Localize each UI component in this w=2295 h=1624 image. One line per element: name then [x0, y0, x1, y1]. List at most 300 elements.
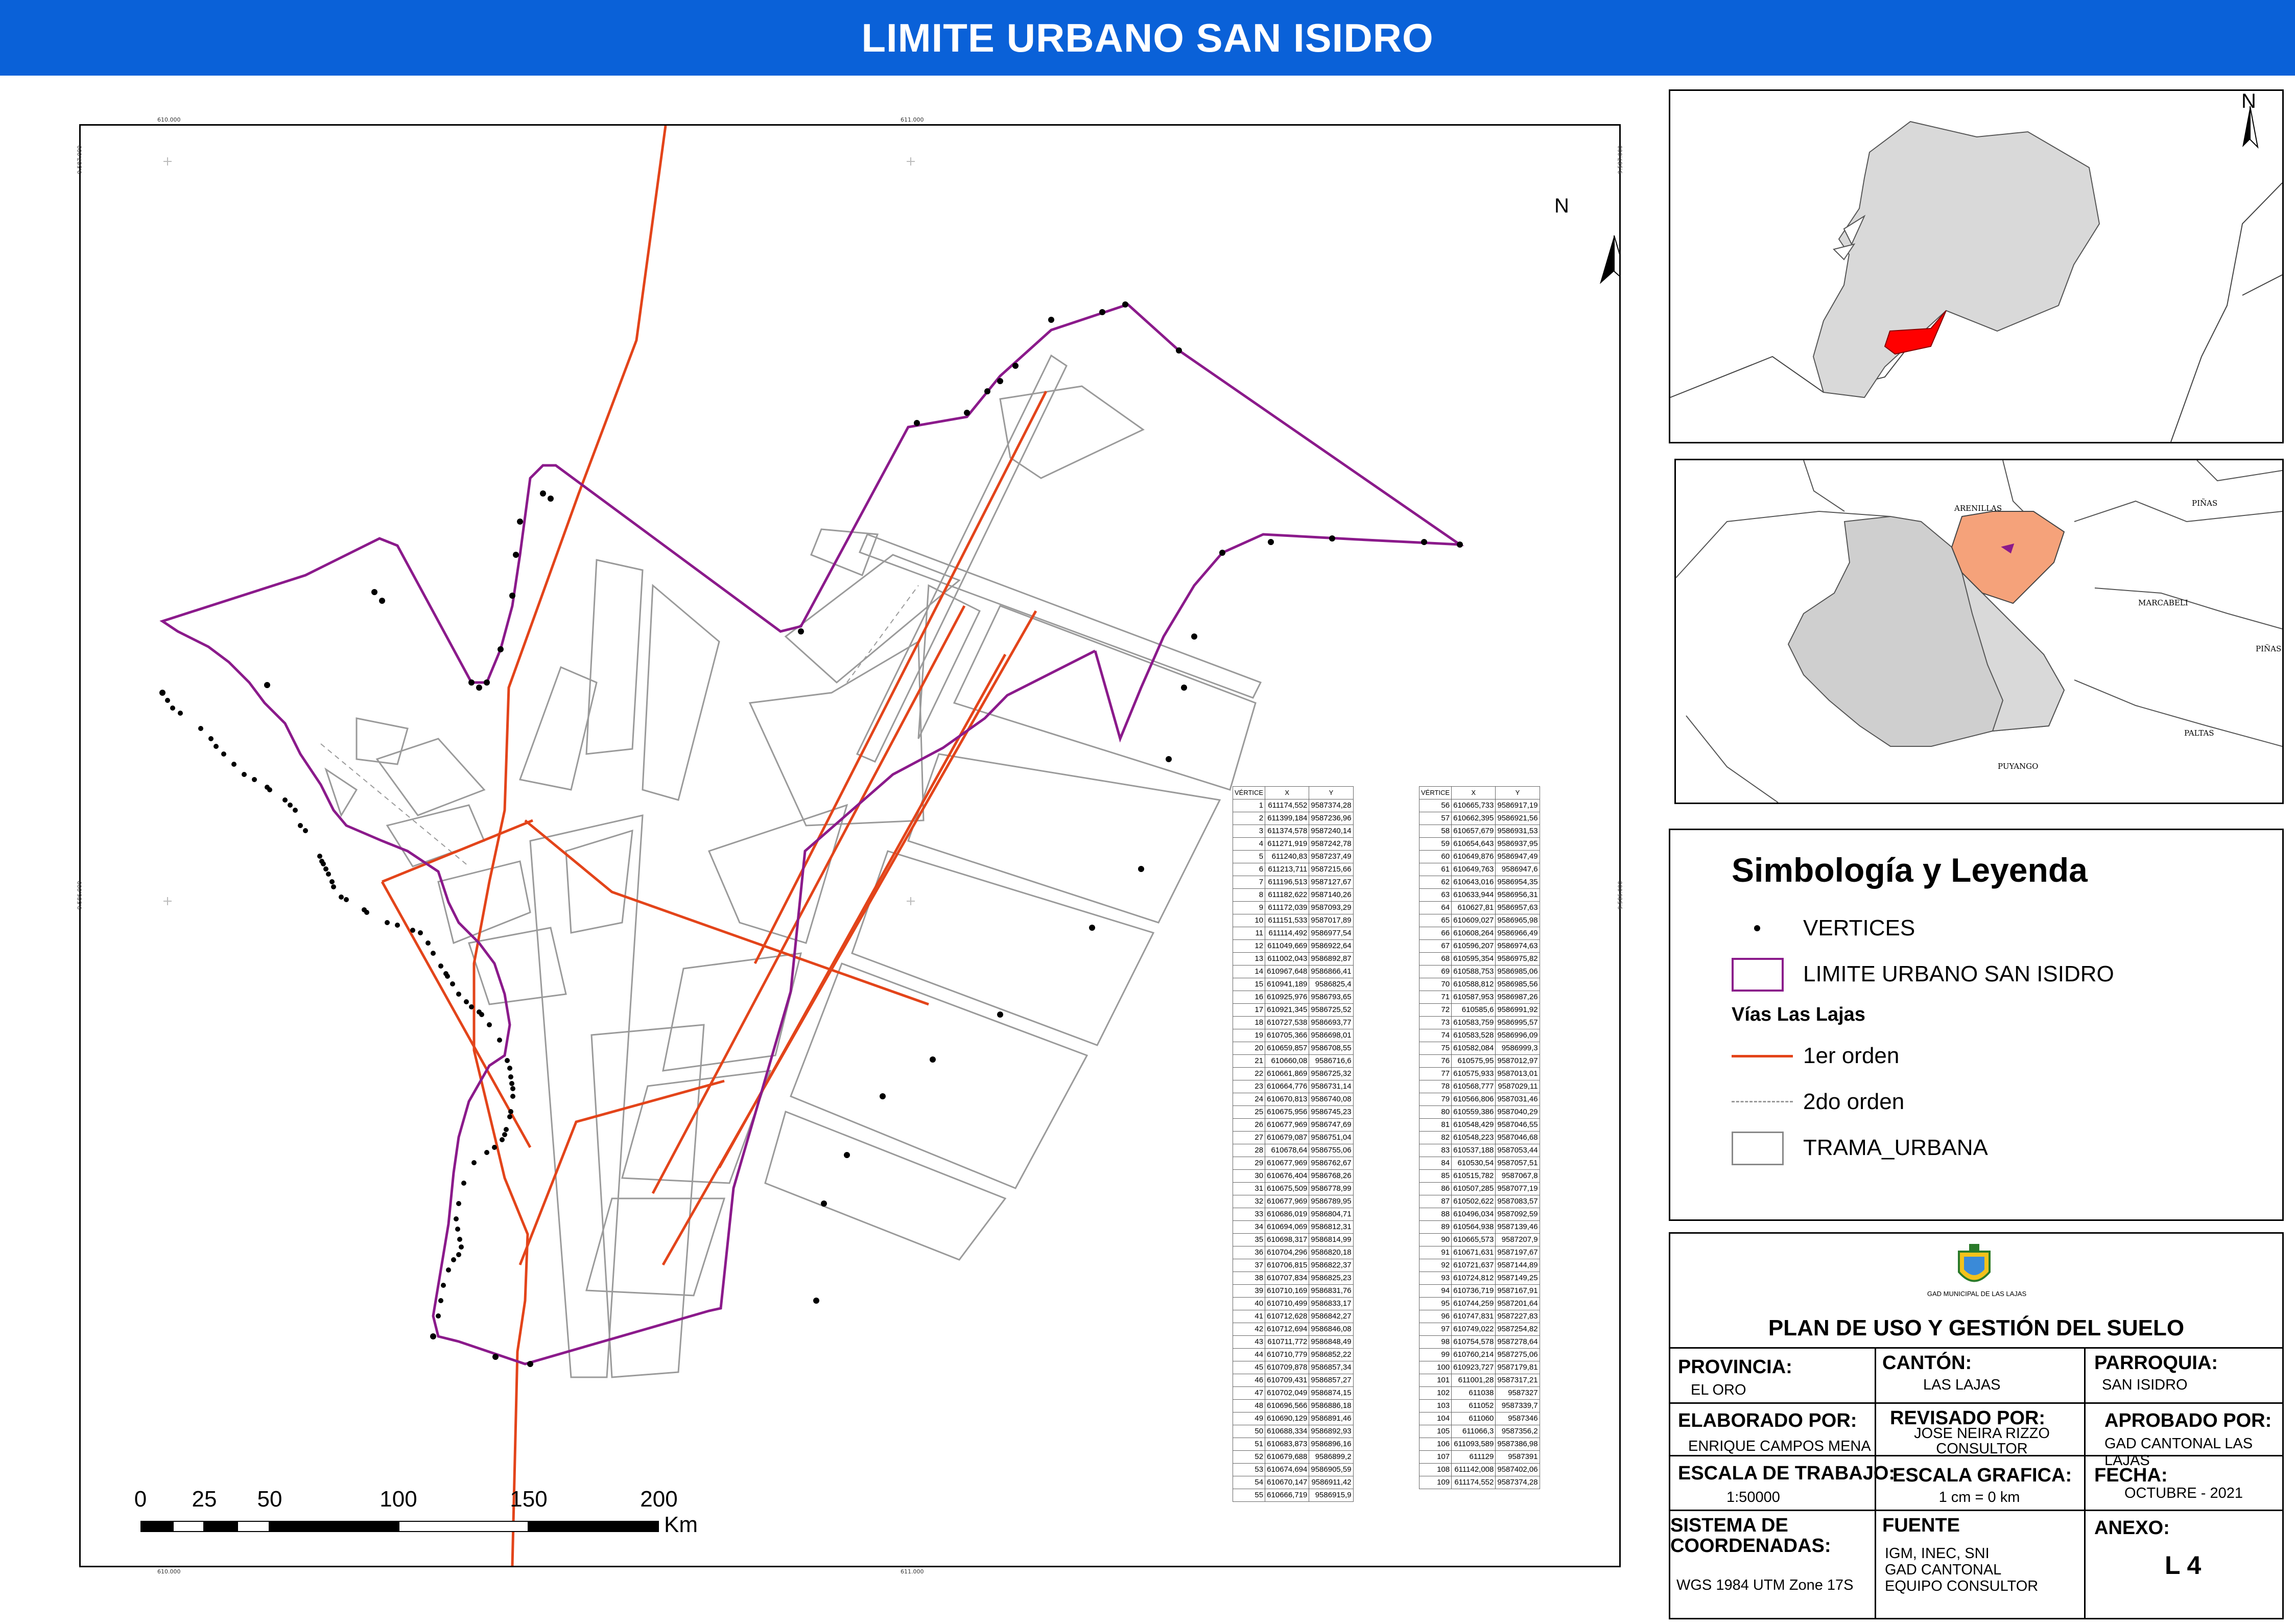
cell-vertice: 12 — [1233, 940, 1265, 953]
cell-vertice: 21 — [1233, 1055, 1265, 1068]
map-canvas — [81, 126, 1619, 1566]
cell-vertice: 101 — [1419, 1374, 1452, 1387]
cell-x: 611399,184 — [1265, 812, 1309, 825]
cell-vertice: 103 — [1419, 1400, 1452, 1413]
cell-vertice: 36 — [1233, 1246, 1265, 1259]
table-row — [1233, 1183, 1354, 1195]
table-row — [1233, 1234, 1354, 1246]
table-row — [1419, 812, 1540, 825]
cell-y: 9587317,21 — [1496, 1374, 1540, 1387]
scale-segment — [204, 1521, 237, 1532]
aprobado-value: GAD CANTONAL LAS LAJAS — [2104, 1435, 2253, 1469]
cell-x: 610711,772 — [1265, 1336, 1309, 1349]
cell-y: 9586956,31 — [1496, 889, 1540, 902]
cell-x: 610661,869 — [1265, 1068, 1309, 1080]
cell-y: 9586768,26 — [1309, 1170, 1353, 1183]
table-row — [1419, 1119, 1540, 1132]
table-row — [1233, 1310, 1354, 1323]
legend-title: Simbología y Leyenda — [1732, 851, 2088, 889]
cell-y: 9586725,32 — [1309, 1068, 1353, 1080]
cell-vertice: 84 — [1419, 1157, 1452, 1170]
legend-item-limit — [1732, 958, 2114, 991]
cell-x: 611374,578 — [1265, 825, 1309, 838]
aprobado-label: APROBADO POR: — [2104, 1410, 2272, 1431]
cell-vertice: 17 — [1233, 1004, 1265, 1017]
cell-vertice: 81 — [1419, 1119, 1452, 1132]
cell-x: 611114,492 — [1265, 927, 1309, 940]
cell-x: 610705,366 — [1265, 1029, 1309, 1042]
cell-vertice: 75 — [1419, 1042, 1452, 1055]
cell-x: 610670,147 — [1265, 1476, 1309, 1489]
cell-vertice: 64 — [1419, 902, 1452, 914]
north-arrow-main — [1600, 236, 1619, 284]
cell-x: 610664,776 — [1265, 1080, 1309, 1093]
table-row — [1419, 1476, 1540, 1489]
cell-y: 9586698,01 — [1309, 1029, 1353, 1042]
province-shape — [1813, 122, 2099, 397]
cell-vertice: 60 — [1419, 851, 1452, 863]
table-row — [1233, 1106, 1354, 1119]
main-map[interactable] — [76, 116, 1624, 1575]
cell-x: 610654,643 — [1452, 838, 1496, 851]
cell-vertice: 79 — [1419, 1093, 1452, 1106]
table-row — [1233, 1489, 1354, 1502]
cell-y: 9586965,98 — [1496, 914, 1540, 927]
cell-y: 9587374,28 — [1309, 799, 1353, 812]
cell-x: 610496,034 — [1452, 1208, 1496, 1221]
legend-label: VERTICES — [1803, 915, 1915, 940]
title-block — [1669, 1232, 2284, 1619]
table-row — [1419, 927, 1540, 940]
cell-y: 9586985,56 — [1496, 978, 1540, 991]
cell-y: 9586762,67 — [1309, 1157, 1353, 1170]
table-row — [1419, 953, 1540, 966]
cell-x: 610941,189 — [1265, 978, 1309, 991]
gray-box-icon — [1732, 1132, 1783, 1164]
anexo-label: ANEXO: — [2094, 1517, 2170, 1539]
fuente-value-2: GAD CANTONAL — [1885, 1562, 2002, 1578]
cell-x: 610676,404 — [1265, 1170, 1309, 1183]
grid-tick-bottom: 611.000 — [901, 1568, 924, 1575]
table-row — [1419, 1132, 1540, 1144]
table-row — [1233, 1285, 1354, 1298]
cell-x: 610608,264 — [1452, 927, 1496, 940]
table-row — [1419, 1298, 1540, 1310]
cell-x: 611174,552 — [1265, 799, 1309, 812]
cell-y: 9587149,25 — [1496, 1272, 1540, 1285]
table-row — [1233, 1387, 1354, 1400]
scale-label: 25 — [192, 1487, 217, 1512]
table-row — [1233, 1476, 1354, 1489]
cell-y: 9586857,34 — [1309, 1361, 1353, 1374]
cell-vertice: 95 — [1419, 1298, 1452, 1310]
table-row — [1419, 1144, 1540, 1157]
canton-label: CANTÓN: — [1882, 1352, 1972, 1374]
scale-segment — [398, 1521, 529, 1532]
cell-x: 610724,812 — [1452, 1272, 1496, 1285]
cell-vertice: 92 — [1419, 1259, 1452, 1272]
cell-x: 610727,538 — [1265, 1017, 1309, 1029]
table-row — [1419, 863, 1540, 876]
table-row — [1233, 1157, 1354, 1170]
cell-y: 9586974,63 — [1496, 940, 1540, 953]
table-row — [1233, 1336, 1354, 1349]
cell-x: 610666,719 — [1265, 1489, 1309, 1502]
cell-y: 9586996,09 — [1496, 1029, 1540, 1042]
cell-vertice: 54 — [1233, 1476, 1265, 1489]
table-row — [1233, 1323, 1354, 1336]
cell-y: 9586814,99 — [1309, 1234, 1353, 1246]
table-row — [1419, 1004, 1540, 1017]
cell-vertice: 109 — [1419, 1476, 1452, 1489]
cell-vertice: 1 — [1233, 799, 1265, 812]
cell-y: 9587402,06 — [1496, 1464, 1540, 1476]
cell-vertice: 49 — [1233, 1413, 1265, 1425]
cell-y: 9586947,6 — [1496, 863, 1540, 876]
cell-vertice: 108 — [1419, 1464, 1452, 1476]
cell-vertice: 105 — [1419, 1425, 1452, 1438]
cell-x: 611213,711 — [1265, 863, 1309, 876]
dashed-line-icon — [1732, 1086, 1783, 1118]
cell-vertice: 51 — [1233, 1438, 1265, 1451]
cell-y: 9586751,04 — [1309, 1132, 1353, 1144]
cell-x: 610679,087 — [1265, 1132, 1309, 1144]
cell-vertice: 26 — [1233, 1119, 1265, 1132]
table-row — [1233, 812, 1354, 825]
cell-y: 9587057,51 — [1496, 1157, 1540, 1170]
cell-x: 610559,386 — [1452, 1106, 1496, 1119]
cell-x: 610548,429 — [1452, 1119, 1496, 1132]
cell-y: 9587017,89 — [1309, 914, 1353, 927]
cell-x: 611049,669 — [1265, 940, 1309, 953]
cell-x: 610675,509 — [1265, 1183, 1309, 1195]
parroquia-value: SAN ISIDRO — [2102, 1377, 2188, 1393]
table-row — [1233, 1349, 1354, 1361]
cell-x: 610704,296 — [1265, 1246, 1309, 1259]
table-row — [1233, 1259, 1354, 1272]
cell-y: 9586954,35 — [1496, 876, 1540, 889]
cell-vertice: 94 — [1419, 1285, 1452, 1298]
cell-y: 9586740,08 — [1309, 1093, 1353, 1106]
cell-vertice: 72 — [1419, 1004, 1452, 1017]
table-row — [1419, 1234, 1540, 1246]
cell-vertice: 53 — [1233, 1464, 1265, 1476]
cell-vertice: 55 — [1233, 1489, 1265, 1502]
cell-x: 611002,043 — [1265, 953, 1309, 966]
legend-item-1er-orden — [1732, 1040, 1899, 1072]
cell-x: 610585,6 — [1452, 1004, 1496, 1017]
cell-y: 9586812,31 — [1309, 1221, 1353, 1234]
cell-x: 610643,016 — [1452, 876, 1496, 889]
cell-vertice: 91 — [1419, 1246, 1452, 1259]
cell-y: 9586892,87 — [1309, 953, 1353, 966]
table-row — [1233, 1132, 1354, 1144]
table-row — [1233, 1195, 1354, 1208]
cell-x: 610633,944 — [1452, 889, 1496, 902]
municipal-logo-icon — [1954, 1244, 1995, 1290]
cell-vertice: 7 — [1233, 876, 1265, 889]
cell-y: 9587215,66 — [1309, 863, 1353, 876]
logo-text: GAD MUNICIPAL DE LAS LAJAS — [1927, 1290, 2027, 1298]
cell-y: 9586708,55 — [1309, 1042, 1353, 1055]
legend-item-2do-orden — [1732, 1086, 1904, 1118]
scale-label: 50 — [257, 1487, 282, 1512]
cell-y: 9587278,64 — [1496, 1336, 1540, 1349]
cell-x: 611172,039 — [1265, 902, 1309, 914]
cell-y: 9587339,7 — [1496, 1400, 1540, 1413]
cell-x: 611066,3 — [1452, 1425, 1496, 1438]
cell-y: 9587236,96 — [1309, 812, 1353, 825]
north-label-main: N — [1554, 195, 1569, 217]
cell-y: 9587067,8 — [1496, 1170, 1540, 1183]
cell-x: 610609,027 — [1452, 914, 1496, 927]
cell-vertice: 43 — [1233, 1336, 1265, 1349]
cell-vertice: 20 — [1233, 1042, 1265, 1055]
place-label: ARENILLAS — [1954, 504, 2002, 513]
cell-y: 9586892,93 — [1309, 1425, 1353, 1438]
cell-x: 610568,777 — [1452, 1080, 1496, 1093]
table-row — [1419, 902, 1540, 914]
title-bar — [0, 0, 2295, 76]
table-row — [1233, 1361, 1354, 1374]
cell-y: 9586987,26 — [1496, 991, 1540, 1004]
cell-x: 610582,084 — [1452, 1042, 1496, 1055]
cell-x: 610502,622 — [1452, 1195, 1496, 1208]
dot-icon — [1732, 912, 1783, 945]
cell-vertice: 57 — [1419, 812, 1452, 825]
cell-y: 9586825,4 — [1309, 978, 1353, 991]
table-row — [1233, 966, 1354, 978]
table-row — [1419, 799, 1540, 812]
table-row — [1419, 1374, 1540, 1387]
cell-x: 610662,395 — [1452, 812, 1496, 825]
cell-vertice: 19 — [1233, 1029, 1265, 1042]
cell-vertice: 27 — [1233, 1132, 1265, 1144]
parroquia-label: PARROQUIA: — [2094, 1352, 2218, 1374]
cell-y: 9586899,2 — [1309, 1451, 1353, 1464]
table-row — [1233, 914, 1354, 927]
cell-vertice: 29 — [1233, 1157, 1265, 1170]
scale-bar — [125, 1487, 738, 1548]
cell-x: 610744,259 — [1452, 1298, 1496, 1310]
cell-vertice: 76 — [1419, 1055, 1452, 1068]
cell-vertice: 14 — [1233, 966, 1265, 978]
cell-x: 610675,956 — [1265, 1106, 1309, 1119]
red-line-icon — [1732, 1040, 1783, 1072]
cell-y: 9587237,49 — [1309, 851, 1353, 863]
grid-tick-right: 9.586.000 — [1617, 881, 1624, 910]
table-row — [1233, 1425, 1354, 1438]
cell-y: 9587127,67 — [1309, 876, 1353, 889]
cell-x: 610575,933 — [1452, 1068, 1496, 1080]
cell-vertice: 5 — [1233, 851, 1265, 863]
table-row — [1419, 1195, 1540, 1208]
fuente-value-1: IGM, INEC, SNI — [1885, 1545, 1990, 1562]
cell-y: 9586891,46 — [1309, 1413, 1353, 1425]
legend-label: LIMITE URBANO SAN ISIDRO — [1803, 961, 2114, 986]
table-row — [1419, 1042, 1540, 1055]
cell-y: 9586947,49 — [1496, 851, 1540, 863]
cell-vertice: 74 — [1419, 1029, 1452, 1042]
table-row — [1233, 902, 1354, 914]
cell-x: 610596,207 — [1452, 940, 1496, 953]
cell-x: 610588,753 — [1452, 966, 1496, 978]
cell-x: 610709,431 — [1265, 1374, 1309, 1387]
sistema-label-1: SISTEMA DE — [1670, 1515, 1788, 1536]
cell-vertice: 107 — [1419, 1451, 1452, 1464]
cell-y: 9586833,17 — [1309, 1298, 1353, 1310]
table-row — [1233, 1298, 1354, 1310]
cell-y: 9587139,46 — [1496, 1221, 1540, 1234]
legend — [1669, 829, 2284, 1221]
scale-segment — [529, 1521, 659, 1532]
table-row — [1233, 1413, 1354, 1425]
cell-x: 610698,317 — [1265, 1234, 1309, 1246]
cell-y: 9587240,14 — [1309, 825, 1353, 838]
cell-x: 610706,815 — [1265, 1259, 1309, 1272]
table-row — [1233, 889, 1354, 902]
cell-y: 9587275,06 — [1496, 1349, 1540, 1361]
table-row — [1233, 1170, 1354, 1183]
cell-y: 9586966,49 — [1496, 927, 1540, 940]
table-row — [1233, 1400, 1354, 1413]
table-row — [1233, 1093, 1354, 1106]
table-row — [1419, 1208, 1540, 1221]
scale-label: 0 — [134, 1487, 147, 1512]
cell-y: 9587346 — [1496, 1413, 1540, 1425]
table-row — [1233, 863, 1354, 876]
table-row — [1233, 1208, 1354, 1221]
col-x: X — [1265, 787, 1309, 799]
cell-y: 9587140,26 — [1309, 889, 1353, 902]
scale-segment — [237, 1521, 270, 1532]
table-row — [1419, 1272, 1540, 1285]
cell-vertice: 71 — [1419, 991, 1452, 1004]
cell-vertice: 31 — [1233, 1183, 1265, 1195]
cell-y: 9586842,27 — [1309, 1310, 1353, 1323]
cell-y: 9586747,69 — [1309, 1119, 1353, 1132]
revisado-role: CONSULTOR — [1936, 1441, 2028, 1457]
table-row — [1419, 1106, 1540, 1119]
cell-y: 9587093,29 — [1309, 902, 1353, 914]
table-row — [1419, 838, 1540, 851]
legend-group-title: Vías Las Lajas — [1732, 1004, 1865, 1025]
table-row — [1233, 1068, 1354, 1080]
cell-y: 9587144,89 — [1496, 1259, 1540, 1272]
cell-x: 610710,779 — [1265, 1349, 1309, 1361]
table-row — [1233, 1004, 1354, 1017]
place-label: PALTAS — [2184, 728, 2214, 738]
cell-x: 610712,694 — [1265, 1323, 1309, 1336]
cell-x: 611142,008 — [1452, 1464, 1496, 1476]
table-row — [1233, 1438, 1354, 1451]
table-row — [1233, 1119, 1354, 1132]
cell-vertice: 77 — [1419, 1068, 1452, 1080]
locator-map-province — [1669, 89, 2284, 443]
revisado-label: REVISADO POR: — [1890, 1407, 2046, 1429]
grid-tick-top: 611.000 — [901, 116, 924, 123]
cell-y: 9587031,46 — [1496, 1093, 1540, 1106]
cell-y: 9586931,53 — [1496, 825, 1540, 838]
cell-x: 611240,83 — [1265, 851, 1309, 863]
cell-x: 610749,022 — [1452, 1323, 1496, 1336]
cell-vertice: 87 — [1419, 1195, 1452, 1208]
cell-x: 610515,782 — [1452, 1170, 1496, 1183]
cell-x: 610530,54 — [1452, 1157, 1496, 1170]
table-row — [1419, 851, 1540, 863]
cell-vertice: 86 — [1419, 1183, 1452, 1195]
cell-y: 9587040,29 — [1496, 1106, 1540, 1119]
cell-x: 610575,95 — [1452, 1055, 1496, 1068]
cell-y: 9586985,06 — [1496, 966, 1540, 978]
cell-y: 9587207,9 — [1496, 1234, 1540, 1246]
cell-vertice: 67 — [1419, 940, 1452, 953]
cell-x: 610677,969 — [1265, 1157, 1309, 1170]
table-row — [1419, 1170, 1540, 1183]
provincia-value: EL ORO — [1691, 1382, 1746, 1398]
cell-y: 9587092,59 — [1496, 1208, 1540, 1221]
cell-vertice: 93 — [1419, 1272, 1452, 1285]
table-row — [1419, 1438, 1540, 1451]
cell-vertice: 98 — [1419, 1336, 1452, 1349]
sistema-value: WGS 1984 UTM Zone 17S — [1676, 1577, 1854, 1593]
cell-x: 611174,552 — [1452, 1476, 1496, 1489]
place-label: PIÑAS — [2256, 644, 2282, 653]
cell-y: 9586804,71 — [1309, 1208, 1353, 1221]
cell-vertice: 33 — [1233, 1208, 1265, 1221]
table-row — [1233, 1042, 1354, 1055]
elaborado-value: ENRIQUE CAMPOS MENA — [1688, 1438, 1871, 1454]
sistema-label-2: COORDENADAS: — [1670, 1535, 1831, 1557]
cell-x: 610736,719 — [1452, 1285, 1496, 1298]
cell-vertice: 47 — [1233, 1387, 1265, 1400]
cell-x: 610747,831 — [1452, 1310, 1496, 1323]
locator-map-canton — [1674, 459, 2284, 804]
cell-vertice: 106 — [1419, 1438, 1452, 1451]
table-row — [1233, 1221, 1354, 1234]
cell-x: 610677,969 — [1265, 1195, 1309, 1208]
cell-x: 610660,08 — [1265, 1055, 1309, 1068]
cell-y: 9586693,77 — [1309, 1017, 1353, 1029]
cell-y: 9586905,59 — [1309, 1464, 1353, 1476]
cell-vertice: 82 — [1419, 1132, 1452, 1144]
cell-vertice: 9 — [1233, 902, 1265, 914]
cell-x: 610649,876 — [1452, 851, 1496, 863]
cell-vertice: 44 — [1233, 1349, 1265, 1361]
table-row — [1419, 1451, 1540, 1464]
legend-label: 2do orden — [1803, 1089, 1905, 1114]
table-row — [1419, 1361, 1540, 1374]
cell-y: 9587012,97 — [1496, 1055, 1540, 1068]
table-row — [1419, 1285, 1540, 1298]
cell-x: 610583,759 — [1452, 1017, 1496, 1029]
cell-vertice: 78 — [1419, 1080, 1452, 1093]
table-row — [1419, 1310, 1540, 1323]
fuente-value-3: EQUIPO CONSULTOR — [1885, 1578, 2039, 1594]
cell-y: 9587077,19 — [1496, 1183, 1540, 1195]
table-row — [1233, 953, 1354, 966]
place-label: PIÑAS — [2192, 499, 2218, 508]
scale-segment — [270, 1521, 398, 1532]
table-row — [1419, 978, 1540, 991]
vertex-table-2 — [1419, 786, 1540, 1489]
cell-vertice: 65 — [1419, 914, 1452, 927]
scale-unit: Km — [664, 1512, 698, 1537]
cell-y: 9586857,27 — [1309, 1374, 1353, 1387]
cell-vertice: 104 — [1419, 1413, 1452, 1425]
table-row — [1233, 1029, 1354, 1042]
cell-x: 610595,354 — [1452, 953, 1496, 966]
